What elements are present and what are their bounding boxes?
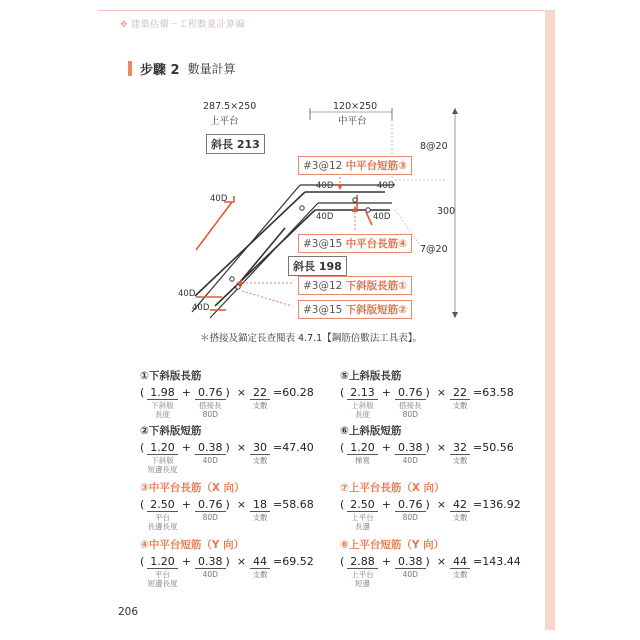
- lap-note: 40D: [202, 456, 218, 465]
- lap-term: [395, 441, 426, 465]
- open-paren: (: [140, 555, 145, 568]
- count-term: [250, 498, 270, 522]
- close-paren: ): [425, 498, 430, 511]
- length-note: 上平台 短邊: [351, 570, 374, 588]
- count-term: [250, 386, 270, 410]
- length-value: 2.50: [347, 498, 378, 512]
- upper-platform-label: 上平台: [210, 116, 239, 127]
- rebar-middle-long-box: #3@15 中平台長筋④: [298, 234, 412, 253]
- lap-value: 0.38: [195, 555, 226, 569]
- close-paren: ): [225, 441, 230, 454]
- count-term: [450, 555, 470, 579]
- times-sign: ×: [436, 386, 447, 399]
- times-sign: ×: [436, 555, 447, 568]
- lap-term: [195, 498, 226, 522]
- count-term: [450, 498, 470, 522]
- lap-term: [395, 498, 426, 522]
- rebar-red-lap: [196, 202, 232, 250]
- dim-upper-platform: 287.5×250: [203, 101, 257, 112]
- lap-label: 40D: [377, 181, 395, 191]
- calc-item-title: ③中平台長筋（X 向）: [140, 482, 245, 494]
- calc-item-title: ④中平台短筋（Y 向）: [140, 539, 245, 551]
- rebar-mid: [235, 228, 285, 288]
- open-paren: (: [340, 441, 345, 454]
- count-note: 支數: [452, 456, 468, 465]
- step-label: 步驟 2: [140, 62, 180, 78]
- calc-formula: [340, 386, 540, 419]
- count-value: 44: [450, 555, 470, 569]
- times-sign: ×: [436, 498, 447, 511]
- calc-result: =58.68: [273, 498, 314, 511]
- calc-formula: [340, 441, 540, 465]
- calc-item-title: ⑧上平台短筋（Y 向）: [340, 539, 445, 551]
- open-paren: (: [140, 386, 145, 399]
- count-value: 42: [450, 498, 470, 512]
- rebar-lower-long-box: #3@12 下斜版長筋①: [298, 276, 412, 295]
- length-note: 平台 長邊長度: [147, 513, 178, 531]
- running-header: ✥ 建築估價－工程數量計算編: [120, 20, 246, 30]
- plus-sign: +: [381, 386, 392, 399]
- lap-note: 搭接長 80D: [199, 401, 222, 419]
- plus-sign: +: [181, 498, 192, 511]
- count-value: 22: [450, 386, 470, 400]
- length-value: 1.20: [347, 441, 378, 455]
- times-sign: ×: [436, 441, 447, 454]
- middle-platform-label: 中平台: [338, 116, 367, 127]
- count-note: 支數: [452, 513, 468, 522]
- plus-sign: +: [381, 441, 392, 454]
- calc-formula: [140, 386, 340, 419]
- length-value: 1.20: [147, 555, 178, 569]
- slope-length-213-box: 斜長 213: [206, 134, 265, 154]
- lap-value: 0.76: [395, 386, 426, 400]
- calc-formula: [340, 498, 540, 531]
- calc-item: [140, 423, 340, 474]
- spacing-top: 8@20: [420, 141, 448, 152]
- calc-item: [340, 423, 540, 465]
- lap-label: 40D: [192, 303, 210, 313]
- close-paren: ): [425, 386, 430, 399]
- length-note: 梯寬: [355, 456, 371, 465]
- calc-item: [140, 368, 340, 419]
- length-term: [147, 441, 178, 474]
- close-paren: ): [425, 555, 430, 568]
- lap-label: 40D: [316, 212, 334, 222]
- spacing-bottom: 7@20: [420, 244, 448, 255]
- lap-term: [395, 386, 426, 419]
- times-sign: ×: [236, 555, 247, 568]
- calc-result: =136.92: [473, 498, 521, 511]
- lap-term: [195, 441, 226, 465]
- count-term: [450, 386, 470, 410]
- open-paren: (: [140, 498, 145, 511]
- open-paren: (: [340, 498, 345, 511]
- count-note: 支數: [252, 513, 268, 522]
- lap-value: 0.76: [195, 498, 226, 512]
- count-term: [450, 441, 470, 465]
- length-term: [147, 498, 178, 531]
- lap-term: [195, 386, 226, 419]
- count-note: 支數: [252, 456, 268, 465]
- plus-sign: +: [181, 386, 192, 399]
- count-note: 支數: [252, 401, 268, 410]
- close-paren: ): [425, 441, 430, 454]
- length-term: [347, 498, 378, 531]
- height-label: 300: [437, 206, 456, 217]
- length-value: 1.20: [147, 441, 178, 455]
- count-value: 30: [250, 441, 270, 455]
- lap-term: [195, 555, 226, 579]
- rebar-dot: [300, 206, 304, 210]
- count-value: 18: [250, 498, 270, 512]
- lap-note: 80D: [202, 513, 218, 522]
- lap-value: 0.76: [195, 386, 226, 400]
- lap-value: 0.76: [395, 498, 426, 512]
- calc-item: [340, 480, 540, 531]
- lap-term: [395, 555, 426, 579]
- close-paren: ): [225, 498, 230, 511]
- count-value: 32: [450, 441, 470, 455]
- length-term: [347, 386, 378, 419]
- lap-label: 40D: [178, 289, 196, 299]
- arrow-down-icon: [337, 184, 343, 190]
- length-term: [147, 386, 178, 419]
- arrow-up-icon: [452, 108, 458, 114]
- calc-item-title: ②下斜版短筋: [140, 425, 202, 437]
- plus-sign: +: [181, 555, 192, 568]
- calc-result: =50.56: [473, 441, 514, 454]
- lap-value: 0.38: [395, 555, 426, 569]
- calc-item-title: ⑦上平台長筋（X 向）: [340, 482, 445, 494]
- rebar-dot: [353, 198, 357, 202]
- slope-length-198-box: 斜長 198: [288, 256, 347, 276]
- plus-sign: +: [381, 498, 392, 511]
- lap-label: 40D: [210, 194, 228, 204]
- calc-item: [140, 537, 340, 588]
- count-term: [250, 441, 270, 465]
- rebar-dot: [366, 208, 370, 212]
- length-note: 下斜版 長度: [151, 401, 174, 419]
- calc-item-title: ⑥上斜版短筋: [340, 425, 402, 437]
- lap-note: 40D: [402, 456, 418, 465]
- lap-note: 40D: [202, 570, 218, 579]
- lap-value: 0.38: [395, 441, 426, 455]
- calc-formula: [140, 498, 340, 531]
- calc-result: =143.44: [473, 555, 521, 568]
- length-value: 2.50: [147, 498, 178, 512]
- plus-sign: +: [381, 555, 392, 568]
- close-paren: ): [225, 555, 230, 568]
- diamond-icon: ✥: [120, 20, 129, 30]
- count-note: 支數: [252, 570, 268, 579]
- rebar-red-bend: [366, 212, 372, 225]
- length-note: 上平台 長邊: [351, 513, 374, 531]
- length-value: 2.13: [347, 386, 378, 400]
- calc-formula: [140, 555, 340, 588]
- arrow-down-icon: [452, 312, 458, 318]
- length-term: [347, 441, 378, 465]
- lap-note: 40D: [402, 570, 418, 579]
- lap-label: 40D: [373, 212, 391, 222]
- calc-item: [140, 480, 340, 531]
- close-paren: ): [225, 386, 230, 399]
- rebar-dot: [236, 285, 240, 289]
- calc-formula: [340, 555, 540, 588]
- length-term: [147, 555, 178, 588]
- plus-sign: +: [181, 441, 192, 454]
- lap-label: 40D: [316, 181, 334, 191]
- calc-result: =60.28: [273, 386, 314, 399]
- calc-result: =47.40: [273, 441, 314, 454]
- count-term: [250, 555, 270, 579]
- rebar-dot: [230, 277, 234, 281]
- dim-middle-platform: 120×250: [333, 101, 378, 112]
- calc-result: =63.58: [473, 386, 514, 399]
- rebar-middle-short-box: #3@12 中平台短筋③: [298, 156, 412, 175]
- length-note: 上斜版 長度: [351, 401, 374, 419]
- calc-item-title: ⑤上斜版長筋: [340, 370, 402, 382]
- length-value: 2.88: [347, 555, 378, 569]
- times-sign: ×: [236, 386, 247, 399]
- length-note: 下斜版 短邊長度: [147, 456, 178, 474]
- count-value: 44: [250, 555, 270, 569]
- open-paren: (: [340, 386, 345, 399]
- lap-value: 0.38: [195, 441, 226, 455]
- calc-item: [340, 368, 540, 419]
- times-sign: ×: [236, 498, 247, 511]
- open-paren: (: [140, 441, 145, 454]
- leader-line: [242, 291, 292, 306]
- lap-length-note: ＊搭接及錨定長查閱表 4.7.1【鋼筋倍數法工具表】。: [200, 333, 422, 344]
- page-number: 206: [118, 606, 139, 618]
- lap-note: 搭接長 80D: [399, 401, 422, 419]
- calc-formula: [140, 441, 340, 474]
- length-term: [347, 555, 378, 588]
- rebar-lower-short-box: #3@15 下斜版短筋②: [298, 300, 412, 319]
- calc-result: =69.52: [273, 555, 314, 568]
- length-note: 平台 短邊長度: [147, 570, 178, 588]
- length-value: 1.98: [147, 386, 178, 400]
- lap-note: 80D: [402, 513, 418, 522]
- calc-item: [340, 537, 540, 588]
- step-title: 數量計算: [187, 61, 236, 76]
- count-note: 支數: [452, 570, 468, 579]
- times-sign: ×: [236, 441, 247, 454]
- rebar-top: [195, 192, 305, 296]
- open-paren: (: [340, 555, 345, 568]
- calc-item-title: ①下斜版長筋: [140, 370, 202, 382]
- count-value: 22: [250, 386, 270, 400]
- count-note: 支數: [452, 401, 468, 410]
